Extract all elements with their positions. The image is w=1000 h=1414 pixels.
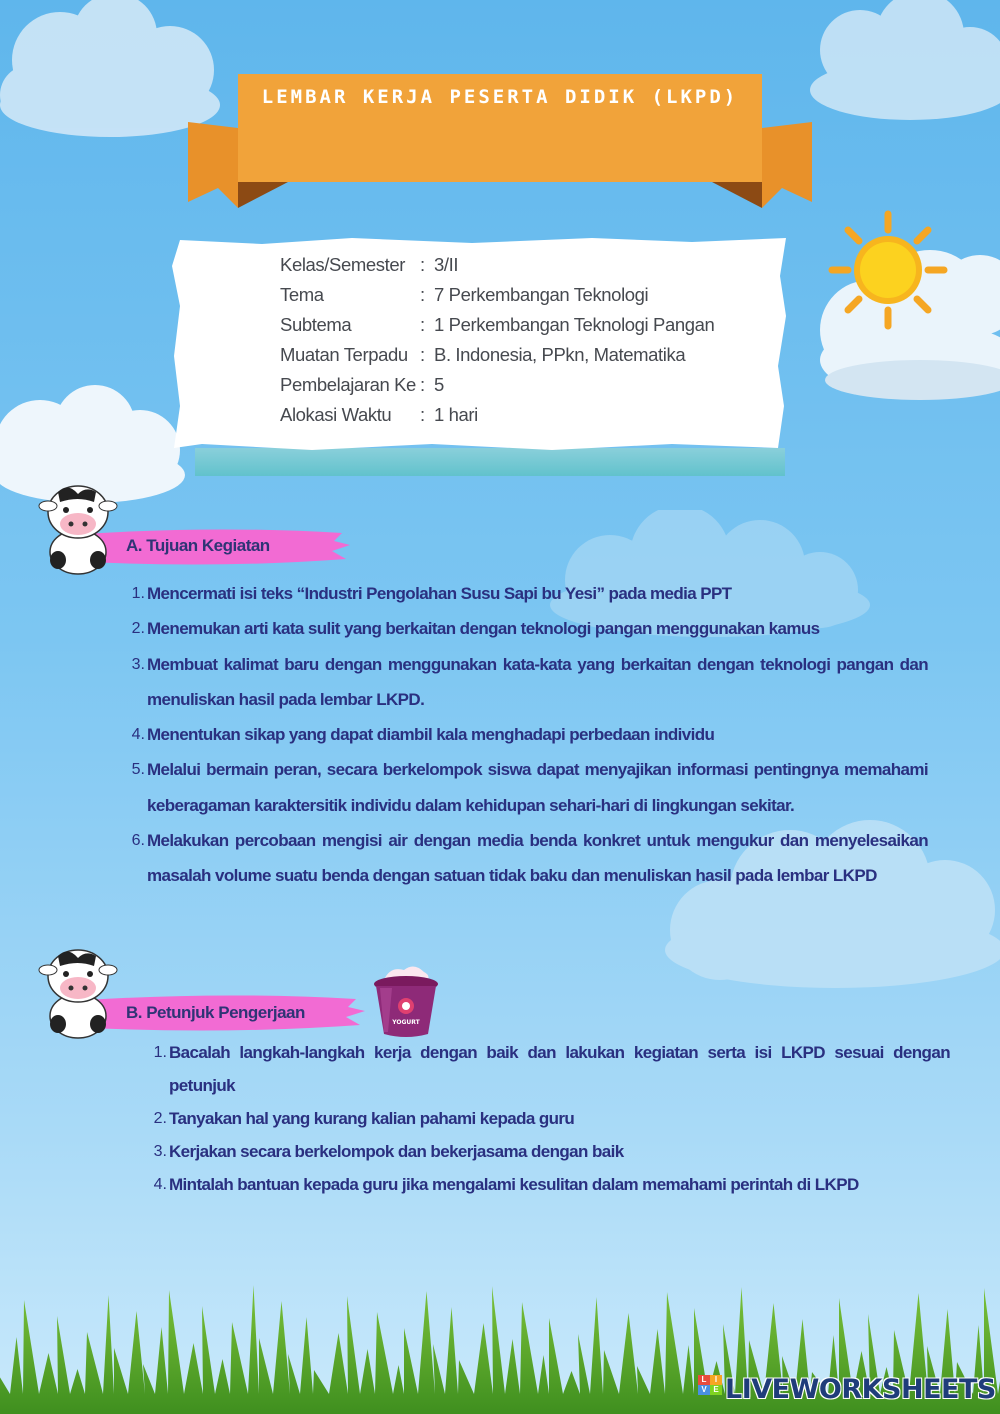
page-title: LEMBAR KERJA PESERTA DIDIK (LKPD) [261, 86, 739, 108]
list-item: 6. Melakukan percobaan mengisi air dengan media benda konkret untuk mengukur dan menyelesaikan masalah volume suatu benda dengan satuan tidak baku dan menuliskan hasil pada lembar LKPD [131, 831, 928, 886]
watermark-text: LIVEWORKSHEETS [725, 1374, 996, 1405]
cow-icon [38, 944, 118, 1039]
petunjuk-list [150, 1036, 950, 1201]
info-card-shadow [195, 448, 785, 476]
info-row: Tema : 7 Perkembangan Teknologi [280, 284, 649, 305]
list-item: 3. Kerjakan secara berkelompok dan bekerjasama dengan baik [153, 1142, 624, 1161]
list-item: 1. Mencermati isi teks “Industri Pengolahan Susu Sapi bu Yesi” pada media PPT [131, 584, 732, 603]
info-row: Pembelajaran Ke : 5 [280, 374, 444, 395]
list-item: 5. Melalui bermain peran, secara berkelompok siswa dapat menyajikan informasi pentingnya memahami keberagaman karaktersitik individu dalam kehidupan sehari-hari di lingkungan sekitar. [131, 760, 928, 815]
section-a-title: A. Tujuan Kegiatan [126, 536, 270, 555]
list-item: 4. Mintalah bantuan kepada guru jika mengalami kesulitan dalam memahami perintah di LKPD [153, 1175, 859, 1194]
tujuan-list [128, 576, 928, 894]
list-item: 4. Menentukan sikap yang dapat diambil kala menghadapi perbedaan individu [131, 725, 715, 745]
list-item: 1. Bacalah langkah-langkah kerja dengan baik dan lakukan kegiatan serta isi LKPD sesuai dengan petunjuk [153, 1043, 950, 1095]
liveworksheets-logo: L I V E [698, 1375, 722, 1405]
list-item: 2. Menemukan arti kata sulit yang berkaitan dengan teknologi pangan menggunakan kamus [131, 619, 820, 639]
yogurt-cup-icon [370, 962, 442, 1040]
list-item: 2. Tanyakan hal yang kurang kalian pahami kepada guru [153, 1109, 575, 1128]
sun-icon [828, 210, 948, 330]
list-item: 3. Membuat kalimat baru dengan menggunakan kata-kata yang berkaitan dengan teknologi pangan dan menuliskan hasil pada lembar LKPD. [131, 654, 928, 709]
info-row: Alokasi Waktu : 1 hari [280, 404, 478, 425]
info-row: Subtema : 1 Perkembangan Teknologi Pangan [280, 314, 715, 335]
liveworksheets-watermark [698, 1374, 996, 1405]
section-b-title: B. Petunjuk Pengerjaan [126, 1003, 305, 1022]
cow-icon [38, 480, 118, 575]
cloud-top-right [780, 0, 1000, 140]
info-row: Kelas/Semester : 3/II [280, 254, 459, 275]
info-table [280, 250, 714, 430]
svg-text:YOGURT: YOGURT [392, 1019, 420, 1026]
info-row: Muatan Terpadu : B. Indonesia, PPkn, Matematika [280, 344, 686, 365]
